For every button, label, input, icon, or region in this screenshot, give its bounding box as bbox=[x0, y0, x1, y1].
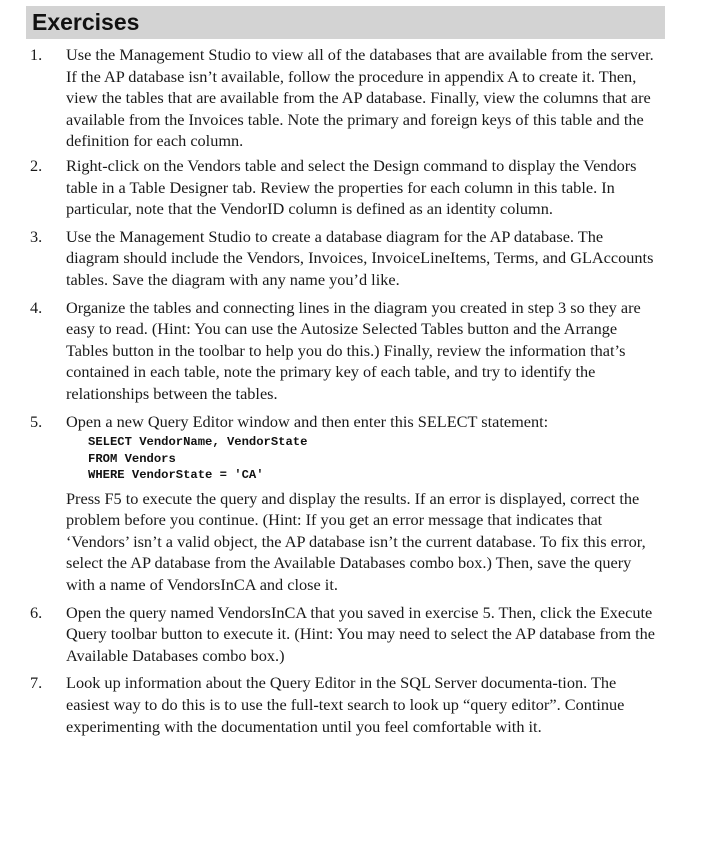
exercise-number: 4. bbox=[30, 297, 43, 317]
exercise-text: Use the Management Studio to view all of the databases that are available from the server. If the AP database isn’t available, follow the procedure in appendix A to create it. Then, view the tables that are available from the AP database. Finally, view the columns that are available from the Invoices table. Note the primary and foreign keys of this table and the definition for each column. bbox=[66, 45, 654, 151]
exercise-text: Open a new Query Editor window and then enter this SELECT statement: bbox=[66, 411, 549, 431]
exercise-number: 6. bbox=[30, 602, 43, 622]
section-title: Exercises bbox=[32, 9, 140, 35]
exercise-text: Open the query named VendorsInCA that you saved in exercise 5. Then, click the Execute Query toolbar button to execute it. (Hint: You may need to select the AP database from the Available Databases combo box.) bbox=[66, 602, 656, 665]
sql-code-line: SELECT VendorName, VendorState bbox=[88, 435, 308, 450]
exercise-item bbox=[26, 297, 656, 405]
exercise-number: 7. bbox=[30, 673, 43, 693]
exercise-item bbox=[26, 602, 656, 667]
exercise-list bbox=[26, 44, 656, 737]
exercise-item bbox=[26, 155, 656, 220]
exercise-text: Look up information about the Query Editor in the SQL Server documenta-tion. The easiest way to do this is to use the full-text search to look up “query editor”. Continue experimenting with the documentation until you feel comfortable with it. bbox=[66, 673, 625, 736]
exercise-number: 1. bbox=[30, 45, 43, 64]
exercise-text-continued: Press F5 to execute the query and display the results. If an error is displayed, correct the problem before you continue. (Hint: If you get an error message that indicates that ‘Vendors’ isn’t a valid object, the AP database isn’t the current database. To fix this error, select the AP database from the Available Databases combo box.) Then, save the query with a name of VendorsInCA and close it. bbox=[66, 488, 646, 594]
sql-code-line: FROM Vendors bbox=[88, 451, 176, 466]
exercise-number: 2. bbox=[30, 155, 43, 175]
section-title-bar bbox=[26, 6, 665, 39]
sql-code-block bbox=[66, 434, 656, 484]
exercise-item bbox=[26, 411, 656, 596]
exercise-number: 5. bbox=[30, 411, 43, 431]
exercise-text: Organize the tables and connecting lines in the diagram you created in step 3 so they are easy to read. (Hint: You can use the Autosize Selected Tables button and the Arrange Tables button in the toolbar to help you do this.) Finally, review the information that’s contained in each table, note the primary key of each table, and try to identify the relationships between the tables. bbox=[66, 297, 641, 403]
exercise-number: 3. bbox=[30, 226, 43, 246]
sql-code-line: WHERE VendorState = 'CA' bbox=[88, 468, 264, 483]
exercise-item bbox=[26, 44, 656, 152]
exercise-item bbox=[26, 226, 656, 291]
exercise-text: Use the Management Studio to create a database diagram for the AP database. The diagram should include the Vendors, Invoices, InvoiceLineItems, Terms, and GLAccounts tables. Save the diagram with any name you’d like. bbox=[66, 226, 654, 289]
exercise-text: Right-click on the Vendors table and select the Design command to display the Vendors table in a Table Designer tab. Review the properties for each column in this table. In particular, note that the VendorID column is defined as an identity column. bbox=[66, 155, 637, 219]
exercise-item bbox=[26, 672, 656, 737]
